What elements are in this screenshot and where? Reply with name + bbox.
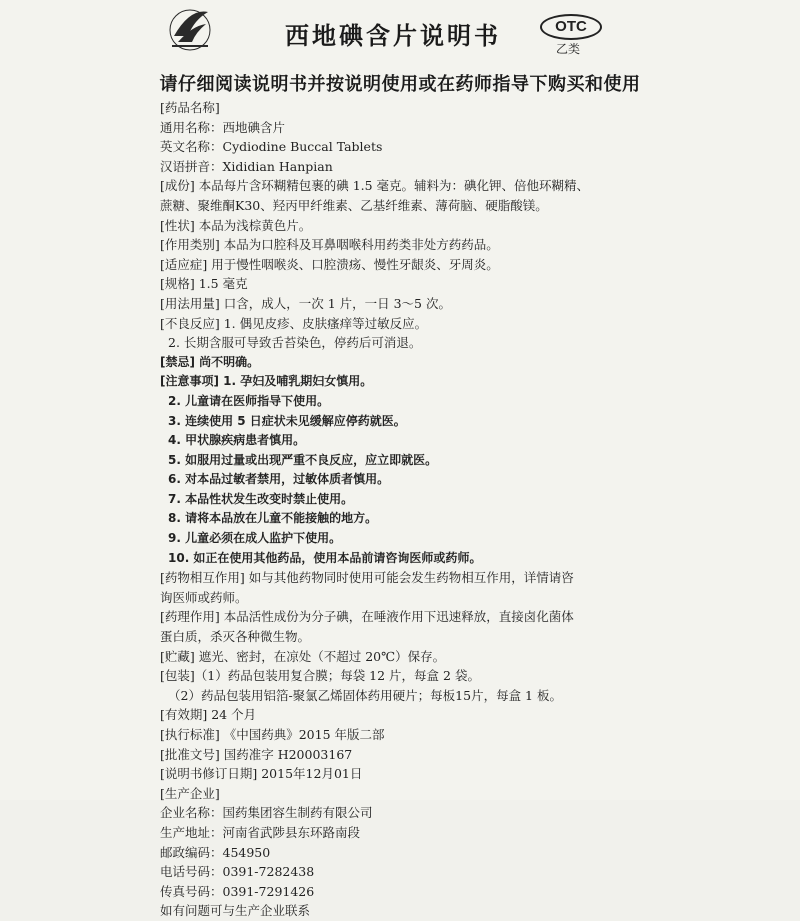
document-line: [禁忌] 尚不明确。 — [160, 354, 260, 369]
document-line: 通用名称：西地碘含片 — [160, 119, 286, 135]
document-body — [160, 98, 640, 921]
usage-warning: 请仔细阅读说明书并按说明使用或在药师指导下购买和使用 — [159, 74, 641, 95]
document-line: 7. 本品性状发生改变时禁止使用。 — [168, 491, 354, 506]
otc-category: 乙类 — [556, 42, 581, 56]
header — [0, 0, 800, 70]
document-line: [适应症] 用于慢性咽喉炎、口腔溃疡、慢性牙龈炎、牙周炎。 — [160, 256, 499, 272]
document-line: [规格] 1.5 毫克 — [160, 276, 248, 292]
company-logo-icon — [168, 6, 212, 52]
document-line: 如有问题可与生产企业联系 — [160, 903, 311, 919]
document-line: 汉语拼音：Xididian Hanpian — [160, 158, 333, 174]
document-line: [注意事项] 1. 孕妇及哺乳期妇女慎用。 — [160, 374, 373, 389]
document-line: [用法用量] 口含，成人，一次 1 片，一日 3～5 次。 — [160, 295, 451, 311]
document-line: [有效期] 24 个月 — [160, 707, 257, 723]
document-line: 企业名称：国药集团容生制药有限公司 — [160, 805, 373, 821]
document-line: 6. 对本品过敏者禁用，过敏体质者慎用。 — [168, 472, 390, 487]
document-line: [作用类别] 本品为口腔科及耳鼻咽喉科用药类非处方药药品。 — [160, 237, 499, 253]
document-line: 2. 长期含服可导致舌苔染色，停药后可消退。 — [168, 335, 422, 351]
document-line: [包装]（1）药品包装用复合膜；每袋 12 片，每盒 2 袋。 — [160, 668, 480, 684]
document-line: 4. 甲状腺疾病患者慎用。 — [168, 433, 306, 448]
document-line: [药理作用] 本品活性成份为分子碘，在唾液作用下迅速释放，直接卤化菌体 — [160, 609, 574, 625]
document-line: 蔗糖、聚维酮K30、羟丙甲纤维素、乙基纤维素、薄荷脑、硬脂酸镁。 — [160, 197, 548, 213]
document-line: [成份] 本品每片含环糊精包裹的碘 1.5 毫克。辅料为：碘化钾、倍他环糊精、 — [160, 178, 590, 194]
document-line: 2. 儿童请在医师指导下使用。 — [168, 393, 330, 408]
document-line: 5. 如服用过量或出现严重不良反应，应立即就医。 — [168, 452, 438, 467]
document-line: [说明书修订日期] 2015年12月01日 — [160, 766, 363, 782]
document-line: [执行标准] 《中国药典》2015 年版二部 — [160, 727, 385, 742]
document-line: （2）药品包装用铝箔-聚氯乙烯固体药用硬片；每板15片，每盒 1 板。 — [168, 687, 562, 703]
document-line: 9. 儿童必须在成人监护下使用。 — [168, 531, 342, 546]
document-line: [生产企业] — [160, 785, 220, 801]
document-line: [批准文号] 国药准字 H20003167 — [160, 746, 353, 762]
document-line: [不良反应] 1. 偶见皮疹、皮肤瘙痒等过敏反应。 — [160, 315, 428, 331]
document-line: [药品名称] — [160, 100, 220, 115]
document-line: 10. 如正在使用其他药品，使用本品前请咨询医师或药师。 — [168, 550, 482, 565]
document-line: 传真号码：0391-7291426 — [160, 883, 315, 899]
document-line: 电话号码：0391-7282438 — [160, 864, 315, 880]
document-line: 蛋白质，杀灭各种微生物。 — [160, 629, 311, 645]
document-line: 邮政编码：454950 — [160, 844, 271, 860]
document-line: 英文名称：Cydiodine Buccal Tablets — [160, 139, 383, 155]
document-line: 3. 连续使用 5 日症状未见缓解应停药就医。 — [168, 413, 406, 428]
document-line: [贮藏] 遮光、密封，在凉处（不超过 20℃）保存。 — [160, 648, 446, 664]
document-line: 询医师或药师。 — [160, 589, 248, 605]
document-line: [性状] 本品为浅棕黄色片。 — [160, 217, 312, 233]
document-line: [药物相互作用] 如与其他药物同时使用可能会发生药物相互作用，详情请咨 — [160, 570, 574, 586]
otc-badge: OTC — [540, 14, 602, 40]
document-line: 生产地址：河南省武陟县东环路南段 — [160, 824, 361, 840]
page-title: 西地碘含片说明书 — [285, 22, 501, 50]
document-line: 8. 请将本品放在儿童不能接触的地方。 — [168, 511, 378, 526]
